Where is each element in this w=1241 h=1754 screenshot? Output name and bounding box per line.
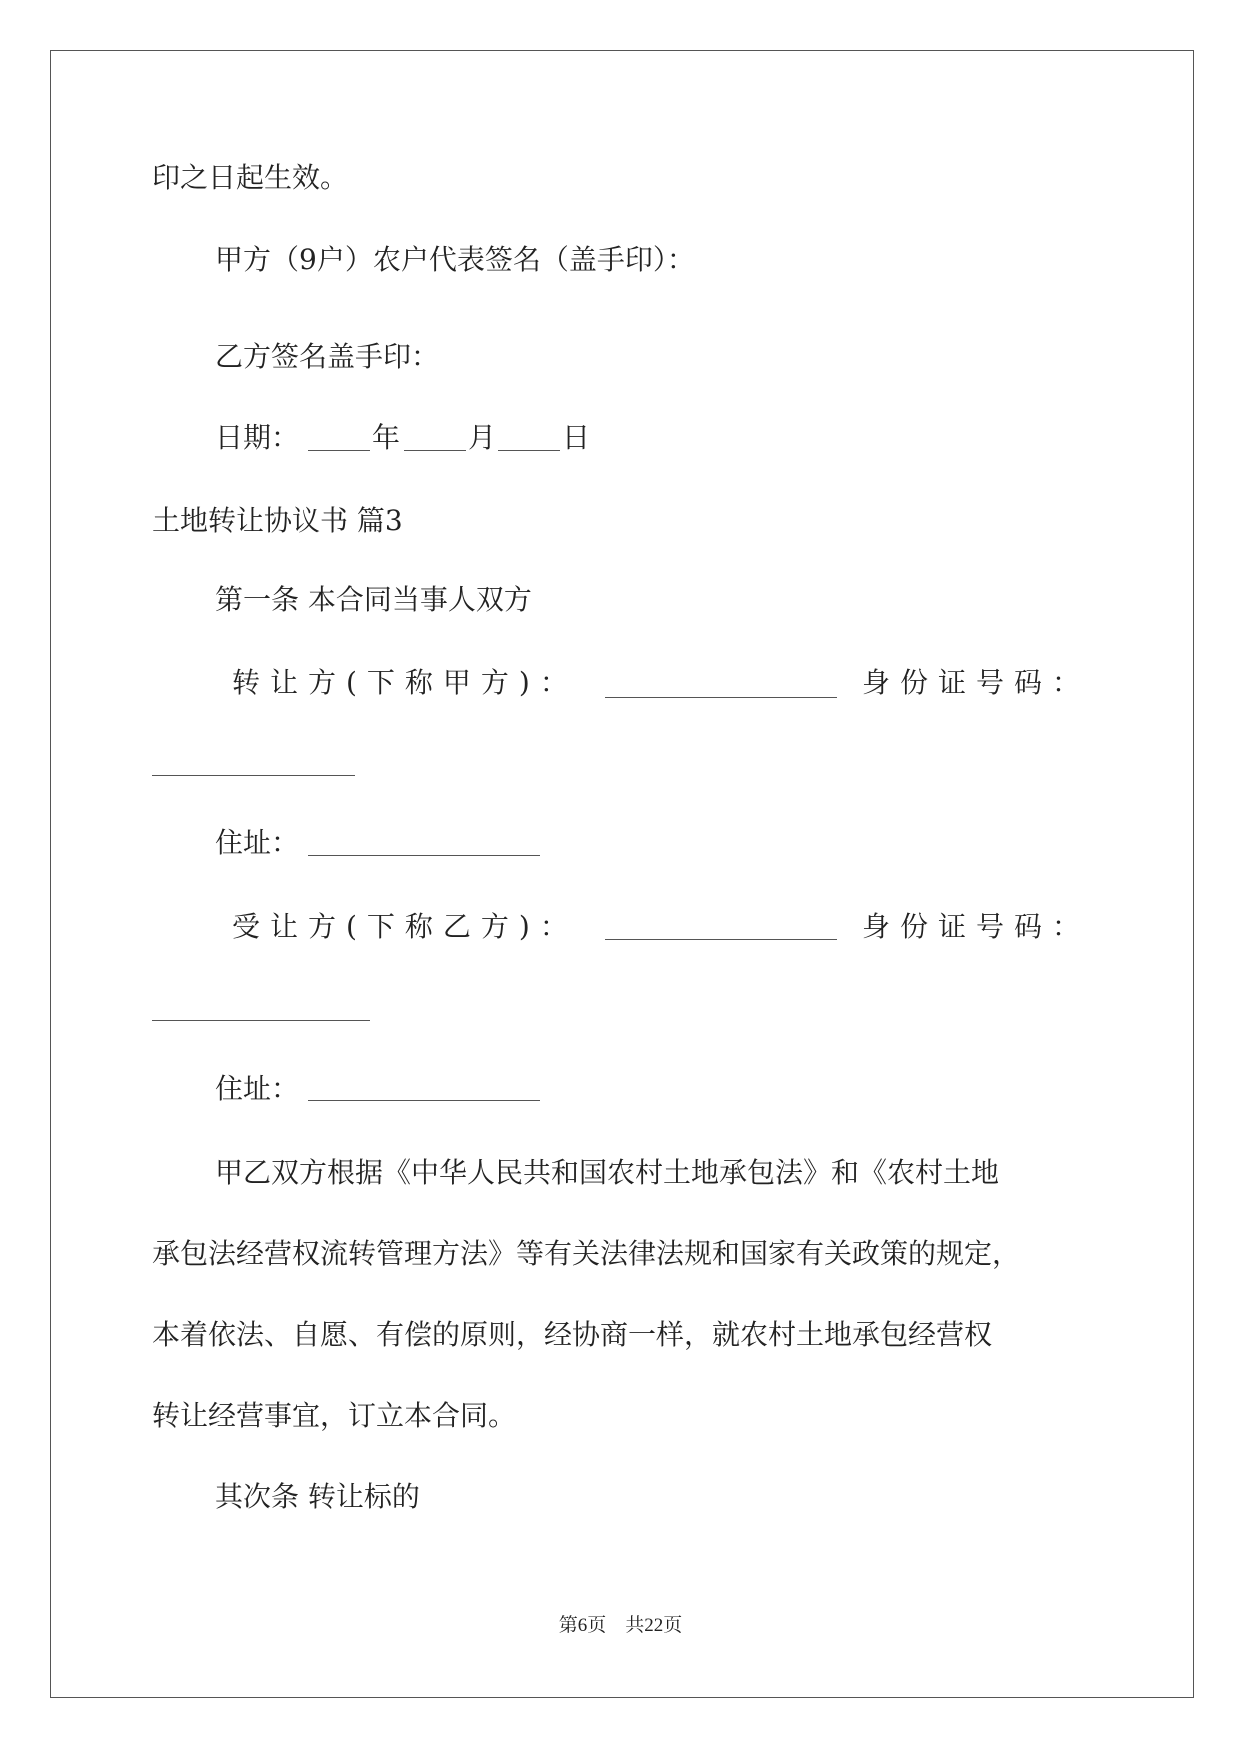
transferor-address-blank <box>308 855 540 856</box>
transferor-name-blank <box>605 697 837 698</box>
date-label: 日期： <box>215 421 300 454</box>
text-line: 印之日起生效。 <box>152 161 349 194</box>
transferee-id-blank <box>152 1020 370 1021</box>
article-heading: 其次条 转让标的 <box>215 1480 420 1513</box>
page-border <box>50 50 1194 1698</box>
text-line: 乙方签名盖手印： <box>215 340 440 373</box>
section-title: 土地转让协议书 篇3 <box>152 504 403 537</box>
transferor-label: 转让方(下称甲方)： <box>232 666 578 699</box>
transferor-id-label: 身份证号码： <box>862 666 1091 699</box>
transferee-name-blank <box>605 939 837 940</box>
paragraph-line: 承包法经营权流转管理方法》等有关法律法规和国家有关政策的规定， <box>152 1237 1021 1270</box>
date-year-label: 年 <box>372 421 401 454</box>
transferee-label: 受让方(下称乙方)： <box>232 910 578 943</box>
date-month-blank <box>404 450 466 451</box>
transferor-address-label: 住址： <box>215 826 300 859</box>
paragraph-line: 转让经营事宜，订立本合同。 <box>152 1399 517 1432</box>
transferee-address-label: 住址： <box>215 1072 300 1105</box>
transferee-id-label: 身份证号码： <box>862 910 1091 943</box>
page-number-footer: 第6页 共22页 <box>558 1615 683 1636</box>
text-line: 甲方（9户）农户代表签名（盖手印）： <box>215 243 695 276</box>
paragraph-line: 本着依法、自愿、有偿的原则，经协商一样，就农村土地承包经营权 <box>152 1318 993 1351</box>
date-month-label: 月 <box>468 421 497 454</box>
article-heading: 第一条 本合同当事人双方 <box>215 583 532 616</box>
paragraph-line: 甲乙双方根据《中华人民共和国农村土地承包法》和《农村土地 <box>215 1156 1000 1189</box>
date-year-blank <box>308 450 370 451</box>
transferor-id-blank <box>152 775 355 776</box>
date-day-blank <box>498 450 560 451</box>
date-day-label: 日 <box>562 421 591 454</box>
transferee-address-blank <box>308 1100 540 1101</box>
